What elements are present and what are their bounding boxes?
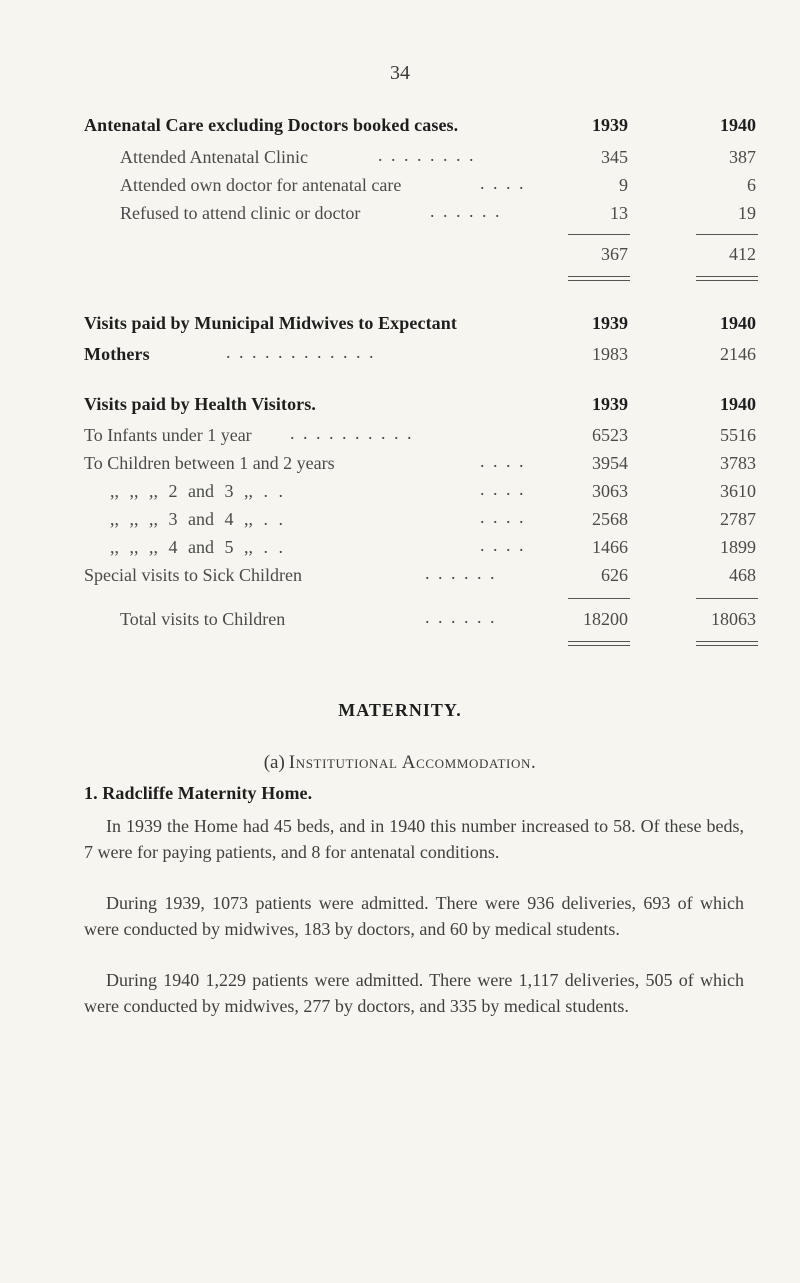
visits-value-1940: 5516 <box>720 425 756 445</box>
antenatal-value-1940: 19 <box>738 203 756 223</box>
paragraph <box>84 968 744 1019</box>
visits-value-1939: 3063 <box>592 481 628 501</box>
section-heading: 1. Radcliffe Maternity Home. <box>84 783 313 803</box>
visits-row-label-ditto: ,, ,, ,, 2 and 3 ,, . . <box>110 481 283 501</box>
paragraph-text: During 1940 1,229 patients were admitted. There were 1,117 deliveries, 505 of which were conducted by midwives, 277 by doctors, and 335 by medical students. <box>84 970 744 1016</box>
antenatal-value-1940: 387 <box>729 147 756 167</box>
antenatal-heading: Antenatal Care excluding Doctors booked cases. <box>84 115 459 135</box>
antenatal-year-1940: 1940 <box>720 115 756 135</box>
total-visits-1940: 18063 <box>711 609 756 629</box>
leader-dots: . . . . . . <box>425 563 497 583</box>
visits-value-1939: 2568 <box>592 509 628 529</box>
health-visitors-year-1939: 1939 <box>592 394 628 414</box>
antenatal-value-1940: 6 <box>747 175 756 195</box>
midwives-heading-line1: Visits paid by Municipal Midwives to Expectant <box>84 313 457 333</box>
midwives-year-1940: 1940 <box>720 313 756 333</box>
visits-value-1940: 3610 <box>720 481 756 501</box>
leader-dots: . . . . . . <box>430 201 502 221</box>
leader-dots: . . . . <box>480 535 526 555</box>
leader-dots: . . . . . . . . . . <box>290 423 414 443</box>
leader-dots: . . . . . . . . . . . . <box>226 342 376 362</box>
total-double-rule <box>568 276 630 281</box>
antenatal-row-label: Refused to attend clinic or doctor <box>120 203 361 223</box>
total-double-rule <box>568 641 630 646</box>
visits-row-label: To Infants under 1 year <box>84 425 252 445</box>
maternity-title: MATERNITY. <box>338 700 462 720</box>
page-number: 34 <box>390 62 410 84</box>
midwives-value-1939: 1983 <box>592 344 628 364</box>
antenatal-value-1939: 13 <box>610 203 628 223</box>
visits-value-1939: 626 <box>601 565 628 585</box>
midwives-heading-line2: Mothers <box>84 344 150 364</box>
leader-dots: . . . . <box>480 479 526 499</box>
maternity-subtitle <box>0 752 800 774</box>
total-double-rule <box>696 641 758 646</box>
antenatal-total-1940: 412 <box>729 244 756 264</box>
total-double-rule <box>696 276 758 281</box>
subtitle-prefix: (a) <box>263 752 285 773</box>
leader-dots: . . . . <box>480 451 526 471</box>
visits-value-1940: 2787 <box>720 509 756 529</box>
leader-dots: . . . . <box>480 173 526 193</box>
subtitle-text: Institutional Accommodation. <box>288 752 537 773</box>
visits-value-1940: 3783 <box>720 453 756 473</box>
health-visitors-heading: Visits paid by Health Visitors. <box>84 394 316 414</box>
midwives-year-1939: 1939 <box>592 313 628 333</box>
paragraph-text: During 1939, 1073 patients were admitted. There were 936 deliveries, 693 of which were conducted by midwives, 183 by doctors, and 60 by medical students. <box>84 893 744 939</box>
subtotal-rule <box>696 234 758 235</box>
visits-row-label-ditto: ,, ,, ,, 4 and 5 ,, . . <box>110 537 283 557</box>
total-visits-label: Total visits to Children <box>120 609 286 629</box>
leader-dots: . . . . . . . . <box>378 145 476 165</box>
paragraph-text: In 1939 the Home had 45 beds, and in 1940 this number increased to 58. Of these beds, 7 were for paying patients, and 8 for antenatal conditions. <box>84 816 744 862</box>
visits-value-1940: 468 <box>729 565 756 585</box>
antenatal-total-1939: 367 <box>601 244 628 264</box>
subtotal-rule <box>568 234 630 235</box>
paragraph <box>84 814 744 865</box>
leader-dots: . . . . <box>480 507 526 527</box>
visits-row-label: Special visits to Sick Children <box>84 565 302 585</box>
antenatal-row-label: Attended own doctor for antenatal care <box>120 175 402 195</box>
subtotal-rule <box>696 598 758 599</box>
visits-value-1939: 6523 <box>592 425 628 445</box>
antenatal-year-1939: 1939 <box>592 115 628 135</box>
visits-value-1939: 1466 <box>592 537 628 557</box>
antenatal-row-label: Attended Antenatal Clinic <box>120 147 308 167</box>
visits-value-1940: 1899 <box>720 537 756 557</box>
health-visitors-year-1940: 1940 <box>720 394 756 414</box>
midwives-value-1940: 2146 <box>720 344 756 364</box>
subtotal-rule <box>568 598 630 599</box>
paragraph <box>84 891 744 942</box>
leader-dots: . . . . . . <box>425 607 497 627</box>
antenatal-value-1939: 345 <box>601 147 628 167</box>
antenatal-value-1939: 9 <box>619 175 628 195</box>
total-visits-1939: 18200 <box>583 609 628 629</box>
visits-row-label-ditto: ,, ,, ,, 3 and 4 ,, . . <box>110 509 283 529</box>
visits-value-1939: 3954 <box>592 453 628 473</box>
visits-row-label: To Children between 1 and 2 years <box>84 453 335 473</box>
